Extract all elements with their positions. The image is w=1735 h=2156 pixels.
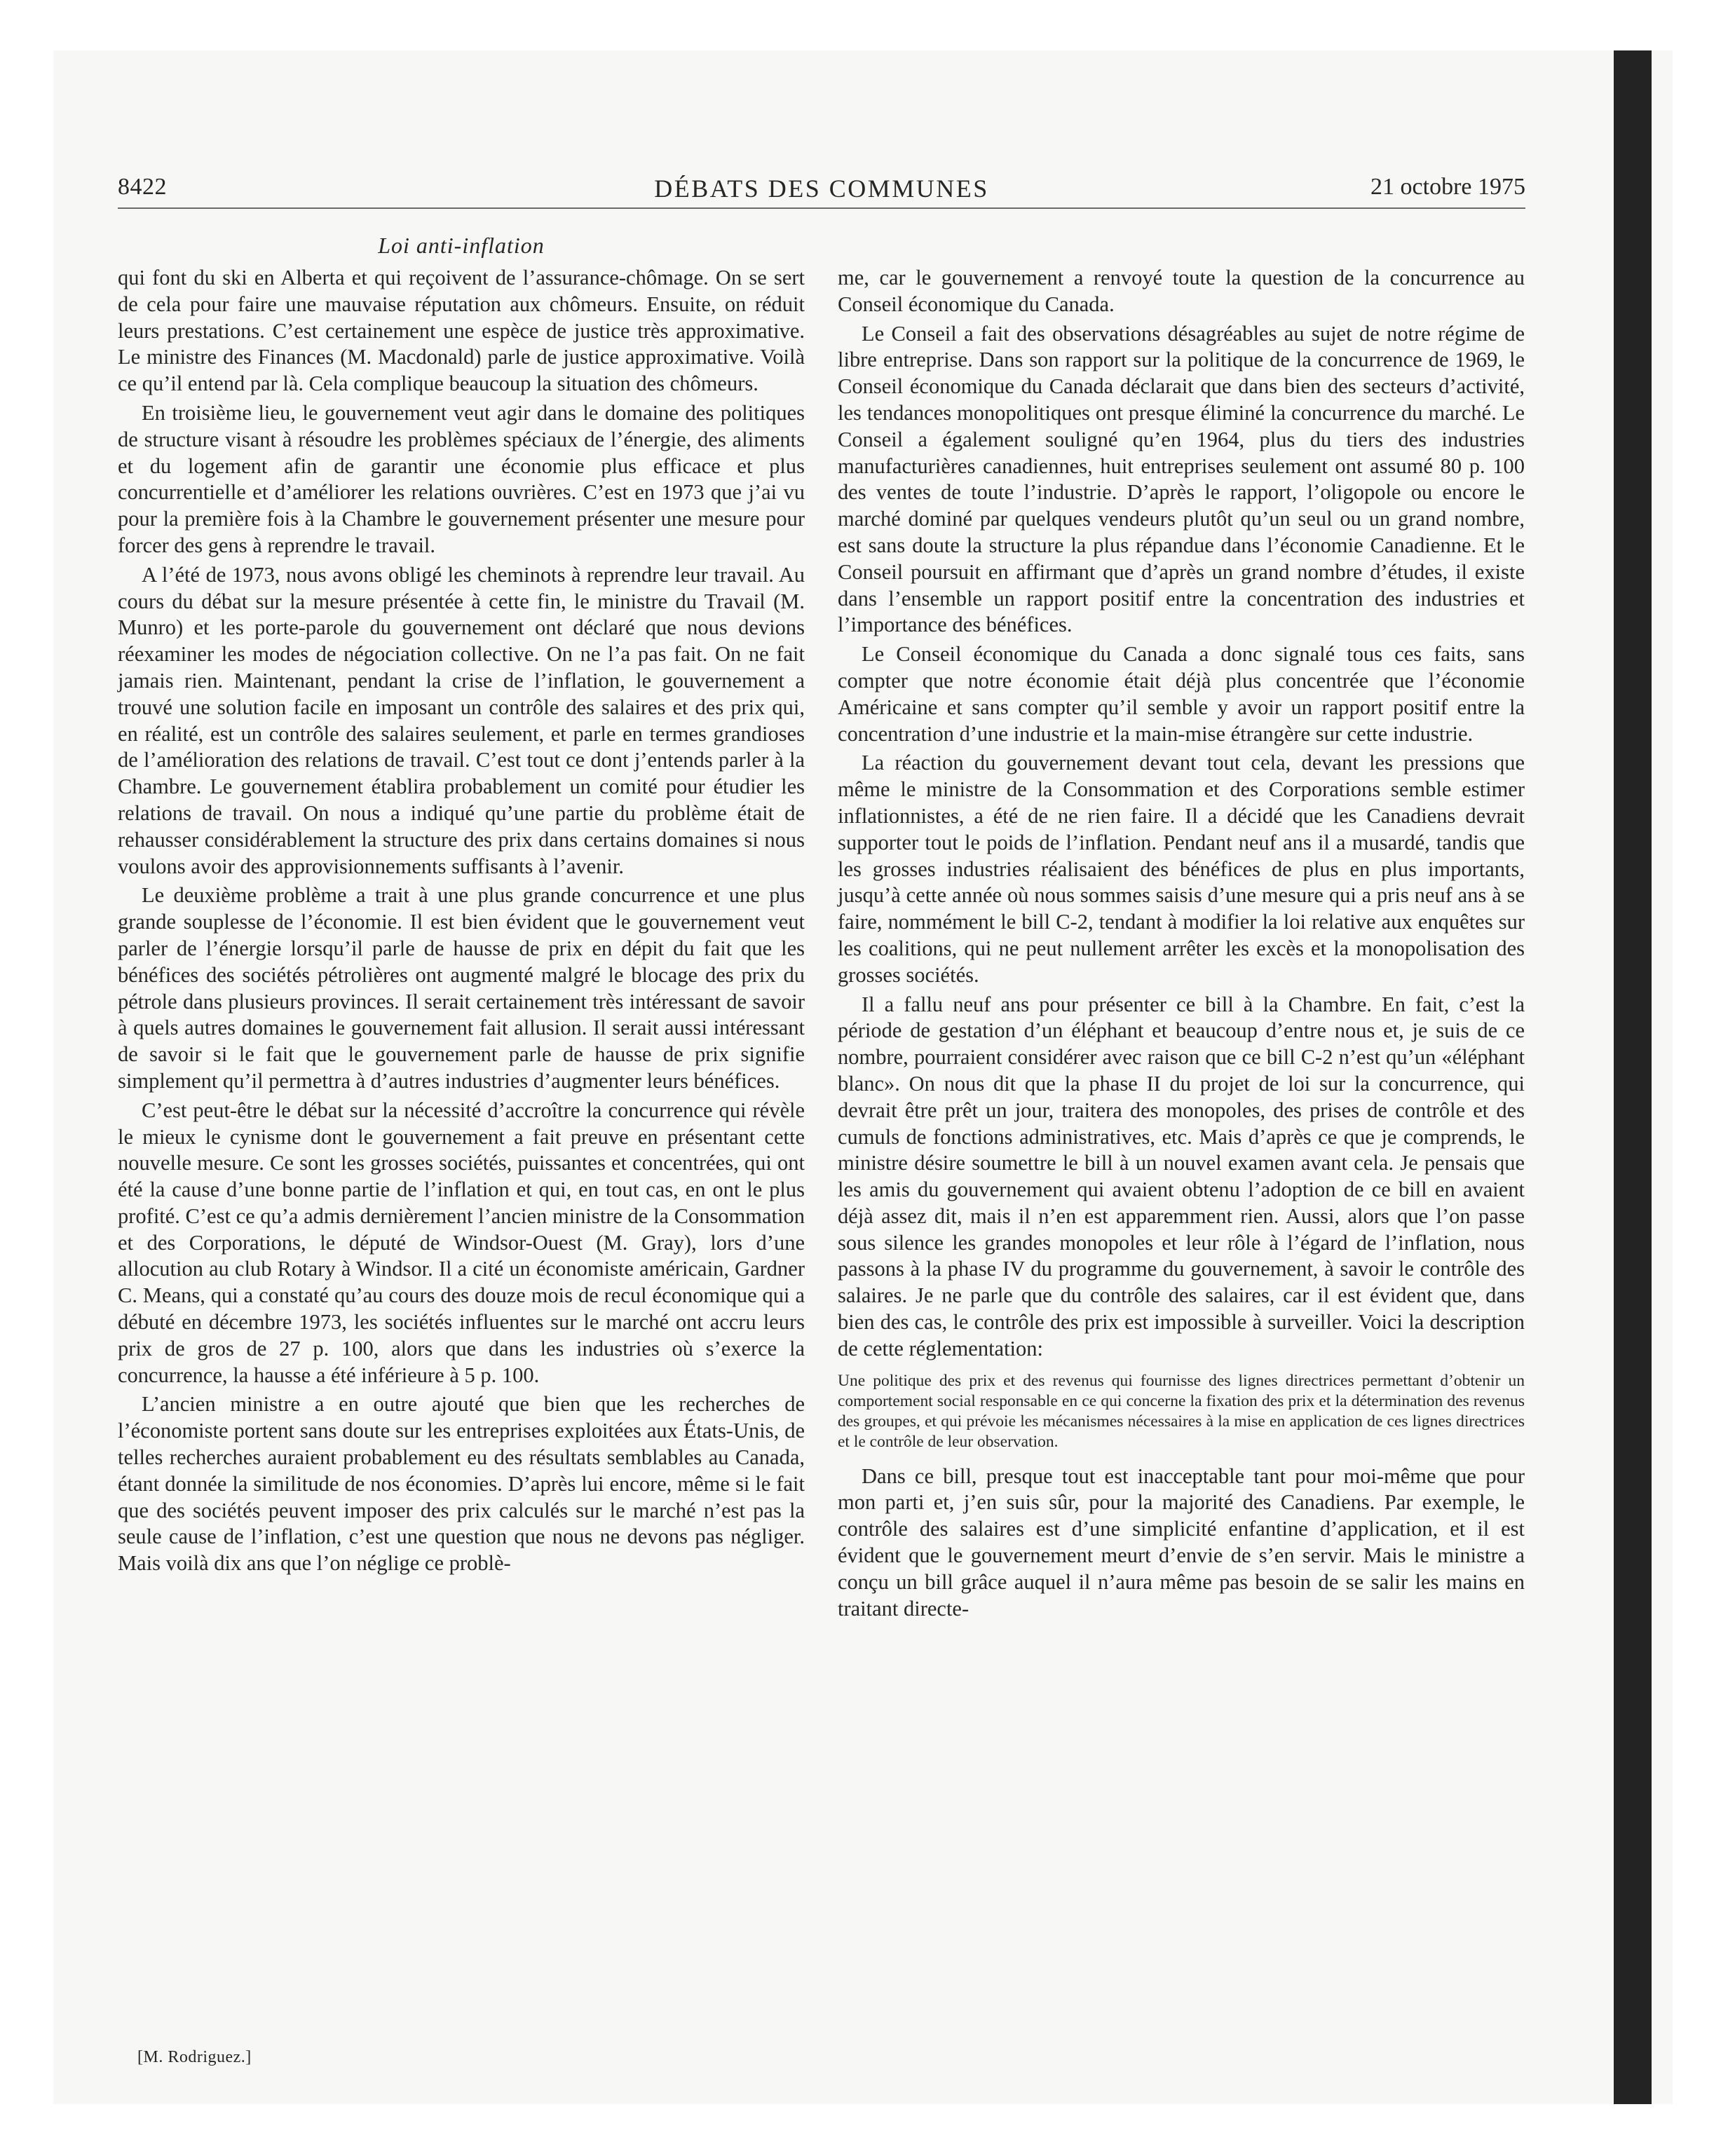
scan-edge-bar <box>1614 50 1652 2104</box>
paragraph: Il a fallu neuf ans pour présenter ce bill à la Chambre. En fait, c’est la période de gestation d’un éléphant et beaucoup d’entre nous et, je suis de ce nombre, pourraient considérer avec raison que ce bill C-2 n’est qu’un «éléphant blanc». On nous dit que la phase II du projet de loi sur la concurrence, qui devrait être prêt un jour, traitera des monopoles, des prises de contrôle et des cumuls de fonctions administratives, etc. Mais d’après ce que je comprends, le ministre désire soumettre le bill à un nouvel examen avant cela. Je pensais que les amis du gouvernement qui avaient obtenu l’adoption de ce bill en avaient déjà assez dit, mais il n’en est apparemment rien. Aussi, alors que l’on passe sous silence les grandes monopoles et leur rôle à l’égard de l’inflation, nous passons à la phase IV du programme du gouvernement, à savoir le contrôle des salaires. Je ne parle que du contrôle des salaires, car il est évident que, dans bien des cas, le contrôle des prix est impossible à surveiller. Voici la description de cette réglementation: <box>838 992 1525 1360</box>
running-header <box>118 174 1525 209</box>
journal-title: DÉBATS DES COMMUNES <box>654 175 989 203</box>
issue-date: 21 octobre 1975 <box>1370 174 1525 200</box>
paragraph: La réaction du gouvernement devant tout cela, devant les pressions que même le ministre de la Consommation et des Corporations semble estimer inflationnistes, a été de ne rien faire. Il a décidé que les Canadiens devrait supporter tout le poids de l’inflation. Pendant neuf ans il a musardé, tandis que les grosses industries réalisaient des bénéfices de plus en plus importants, jusqu’à cette année où nous sommes saisis d’une mesure qui a pris neuf ans à se faire, nommément le bill C-2, tendant à modifier la loi relative aux enquêtes sur les coalitions, qui ne peut nullement arrêter les excès et la monopolisation des grosses sociétés. <box>838 751 1525 987</box>
paragraph: A l’été de 1973, nous avons obligé les cheminots à reprendre leur travail. Au cours du débat sur la mesure présentée à cette fin, le ministre du Travail (M. Munro) et les porte-parole du gouvernement ont déclaré que nous devions réexaminer les modes de négociation collective. On ne l’a pas fait. On ne fait jamais rien. Maintenant, pendant la crise de l’inflation, le gouvernement a trouvé une solution facile en imposant un contrôle des salaires et des prix qui, en réalité, est un contrôle des salaires seulement, et parle en termes grandioses de l’amélioration des relations de travail. C’est tout ce dont j’entends parler à la Chambre. Le gouvernement établira probablement un comité pour étudier les relations de travail. On nous a indiqué qu’une partie du problème était de rehausser considérablement la structure des prix dans certains domaines si nous voulons avoir des approvisionnements suffisants à l’avenir. <box>118 562 805 878</box>
page-number: 8422 <box>118 174 167 200</box>
paragraph: Le deuxième problème a trait à une plus grande concurrence et une plus grande souplesse de l’économie. Il est bien évident que le gouvernement veut parler de l’énergie lorsqu’il parle de hausse de prix en dépit du fait que les bénéfices des sociétés pétrolières ont augmenté malgré le blocage des prix du pétrole dans plusieurs provinces. Il serait certainement très intéressant de savoir à quels autres domaines le gouvernement fait allusion. Il serait aussi intéressant de savoir si le fait que le gouvernement parle de hausse de prix signifie simplement qu’il permettra à d’autres industries d’augmenter leurs bénéfices. <box>118 883 805 1093</box>
paragraph: En troisième lieu, le gouvernement veut agir dans le domaine des politiques de structure visant à résoudre les problèmes spéciaux de l’énergie, des aliments et du logement afin de garantir une économie plus efficace et plus concurrentielle et d’améliorer les relations ouvrières. C’est en 1973 que j’ai vu pour la première fois à la Chambre le gouvernement présenter une mesure pour forcer des gens à reprendre le travail. <box>118 400 805 557</box>
right-column <box>838 265 1525 1622</box>
paragraph: me, car le gouvernement a renvoyé toute la question de la concurrence au Conseil économique du Canada. <box>838 266 1525 316</box>
section-title: Loi anti-inflation <box>378 233 545 258</box>
left-column <box>118 265 805 1577</box>
paragraph: C’est peut-être le débat sur la nécessité d’accroître la concurrence qui révèle le mieux le cynisme dont le gouvernement a fait preuve en présentant cette nouvelle mesure. Ce sont les grosses sociétés, puissantes et concentrées, qui ont été la cause d’une bonne partie de l’inflation et qui, en tout cas, en ont le plus profité. C’est ce qu’a admis dernièrement l’ancien ministre de la Consommation et des Corporations, le député de Windsor-Ouest (M. Gray), lors d’une allocution au club Rotary à Windsor. Il a cité un économiste américain, Gardner C. Means, qui a constaté qu’au cours des douze mois de recul économique qui a débuté en décembre 1973, les sociétés influentes sur le marché ont accru leurs prix de gros de 27 p. 100, alors que dans les industries où s’exerce la concurrence, la hausse a été inférieure à 5 p. 100. <box>118 1098 805 1387</box>
paragraph: qui font du ski en Alberta et qui reçoivent de l’assurance-chômage. On se sert de cela pour faire une mauvaise réputation aux chômeurs. Ensuite, on réduit leurs prestations. C’est certainement une espèce de justice très approximative. Le ministre des Finances (M. Macdonald) parle de justice approximative. Voilà ce qu’il entend par là. Cela complique beaucoup la situation des chômeurs. <box>118 266 805 396</box>
paragraph: Dans ce bill, presque tout est inacceptable tant pour moi-même que pour mon parti et, j’en suis sûr, pour la majorité des Canadiens. Par exemple, le contrôle des salaires est d’une simplicité enfantine d’application, et il est évident que le gouvernement meurt d’envie de s’en servir. Mais le ministre a conçu un bill grâce auquel il n’aura même pas besoin de se salir les mains en traitant directe- <box>838 1464 1525 1621</box>
paragraph: Le Conseil économique du Canada a donc signalé tous ces faits, sans compter que notre économie était déjà plus concentrée que l’économie Américaine et sans compter qu’il semble y avoir un rapport positif entre la concentration d’une industrie et la main-mise étrangère sur cette industrie. <box>838 642 1525 746</box>
block-quote: Une politique des prix et des revenus qui fournisse des lignes directrices permettant d’obtenir un comportement social responsable en ce qui concerne la fixation des prix et la détermination des revenus des groupes, et qui prévoie les mécanismes nécessaires à la mise en application de ces lignes directrices et le contrôle de leur observation. <box>838 1371 1525 1451</box>
paragraph: L’ancien ministre a en outre ajouté que bien que les recherches de l’économiste portent sans doute sur les entreprises exploitées aux États-Unis, de telles recherches auraient probablement eu des résultats semblables au Canada, étant donnée la similitude de nos économies. D’après lui encore, même si le fait que des sociétés peuvent imposer des prix calculés sur le marché n’est pas la seule cause de l’inflation, c’est une question que nous ne devons pas négliger. Mais voilà dix ans que l’on néglige ce problè- <box>118 1392 805 1576</box>
paragraph: Le Conseil a fait des observations désagréables au sujet de notre régime de libre entreprise. Dans son rapport sur la politique de la concurrence de 1969, le Conseil économique du Canada déclarait que dans bien des secteurs d’activité, les tendances monopolitiques ont presque éliminé la concurrence du marché. Le Conseil a également souligné qu’en 1964, plus du tiers des industries manufacturières canadiennes, huit entreprises seulement ont assumé 80 p. 100 des ventes de toute l’industrie. D’après le rapport, l’oligopole ou encore le marché dominé par quelques vendeurs plutôt qu’un seul ou un grand nombre, est sans doute la structure la plus répandue dans l’économie Canadienne. Et le Conseil poursuit en affirmant que d’après un grand nombre d’études, il existe dans l’ensemble un rapport positif entre la concentration des industries et l’importance des bénéfices. <box>838 321 1525 637</box>
speaker-attribution: [M. Rodriguez.] <box>137 2048 252 2066</box>
